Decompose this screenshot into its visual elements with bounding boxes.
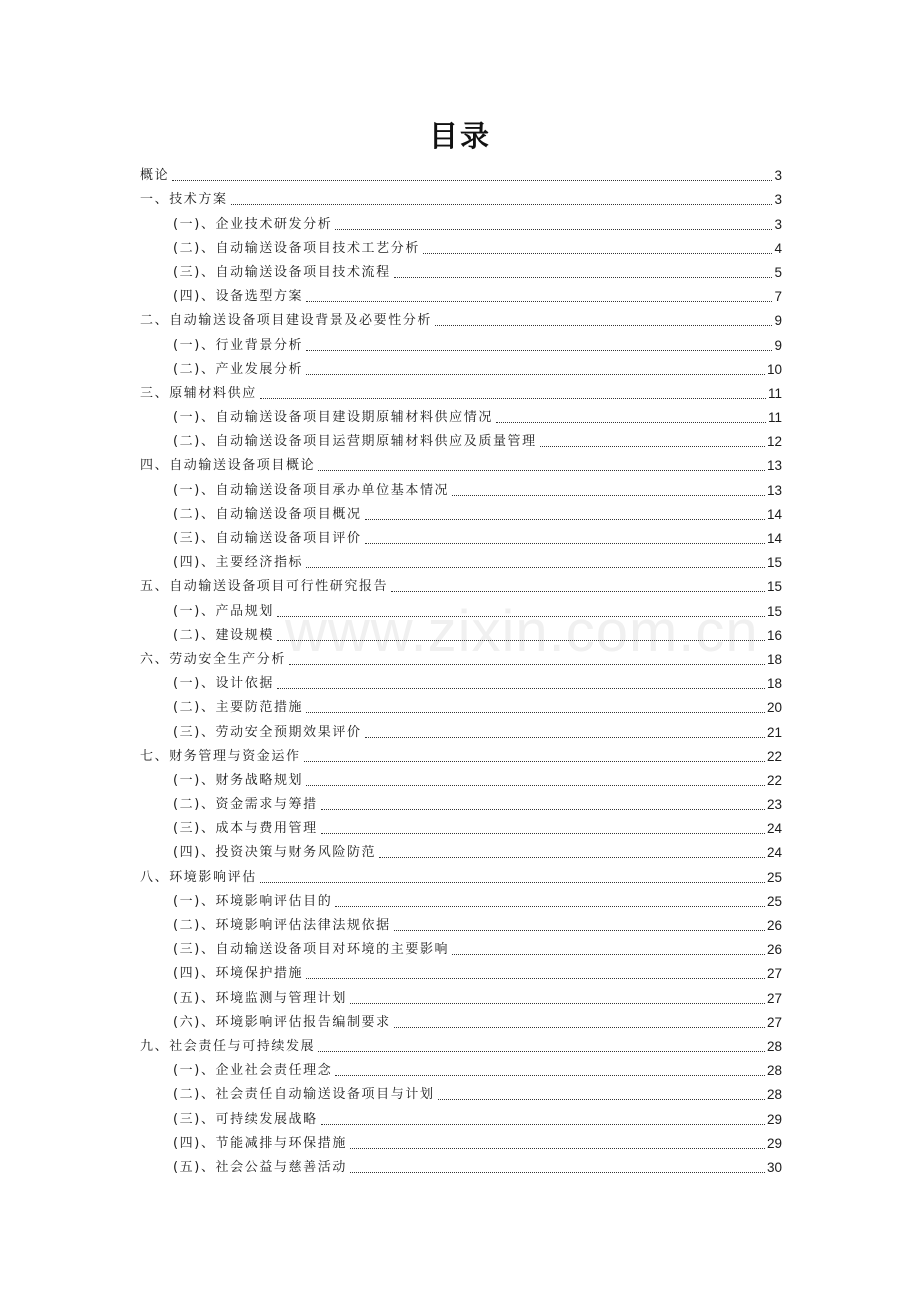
toc-dot-leader (318, 470, 765, 471)
toc-page-number: 30 (766, 1159, 782, 1175)
toc-entry[interactable] (140, 402, 782, 426)
toc-page-number: 29 (766, 1111, 782, 1127)
toc-page-number: 12 (766, 434, 782, 450)
toc-entry[interactable] (140, 765, 782, 789)
toc-page-number: 28 (766, 1087, 782, 1103)
toc-dot-leader (306, 374, 765, 375)
toc-page-number: 25 (766, 893, 782, 909)
toc-entry[interactable] (140, 1152, 782, 1176)
toc-dot-leader (306, 785, 765, 786)
toc-entry[interactable] (140, 595, 782, 619)
toc-entry[interactable] (140, 789, 782, 813)
toc-entry[interactable] (140, 474, 782, 498)
page-title: 目录 (428, 119, 491, 153)
toc-dot-leader (365, 519, 765, 520)
toc-dot-leader (306, 301, 772, 302)
toc-entry[interactable] (140, 934, 782, 958)
toc-entry[interactable] (140, 982, 782, 1006)
toc-entry-label: (三)、成本与费用管理 (173, 821, 318, 837)
toc-page-number: 10 (766, 361, 782, 377)
toc-page-number: 9 (774, 313, 782, 329)
toc-page-number: 25 (766, 869, 782, 885)
toc-page-number: 22 (766, 772, 782, 788)
toc-entry-label: (一)、环境影响评估目的 (173, 893, 333, 909)
toc-dot-leader (540, 446, 765, 447)
toc-dot-leader (391, 591, 765, 592)
toc-entry-label: 二、自动输送设备项目建设背景及必要性分析 (140, 313, 433, 329)
toc-dot-leader (306, 978, 765, 979)
toc-page-number: 13 (766, 458, 782, 474)
toc-page-number: 27 (766, 990, 782, 1006)
toc-entry[interactable] (140, 523, 782, 547)
toc-entry[interactable] (140, 716, 782, 740)
toc-entry[interactable] (140, 886, 782, 910)
toc-entry[interactable] (140, 1103, 782, 1127)
toc-entry[interactable] (140, 741, 782, 765)
toc-page-number: 3 (774, 168, 782, 184)
toc-entry-label: (一)、自动输送设备项目承办单位基本情况 (173, 482, 450, 498)
toc-entry[interactable] (140, 354, 782, 378)
toc-dot-leader (277, 616, 765, 617)
toc-page-number: 14 (766, 531, 782, 546)
toc-page-number: 27 (766, 1014, 782, 1030)
toc-entry-label: (一)、自动输送设备项目建设期原辅材料供应情况 (173, 410, 493, 426)
toc-entry[interactable] (140, 958, 782, 982)
toc-entry[interactable] (140, 305, 782, 329)
toc-entry-label: (三)、自动输送设备项目评价 (173, 531, 362, 546)
toc-entry-label: (三)、劳动安全预期效果评价 (173, 724, 362, 740)
toc-entry-label: (五)、社会公益与慈善活动 (173, 1159, 347, 1175)
toc-entry-label: (六)、环境影响评估报告编制要求 (173, 1014, 391, 1030)
toc-page-number: 28 (766, 1038, 782, 1054)
toc-entry-label: 六、劳动安全生产分析 (140, 651, 287, 667)
toc-page-number: 27 (766, 966, 782, 982)
toc-dot-leader (277, 688, 765, 689)
toc-dot-leader (306, 712, 765, 713)
toc-dot-leader (260, 882, 765, 883)
toc-page-number: 11 (767, 410, 782, 426)
toc-entry-label: 概论 (140, 168, 170, 184)
toc-page-number: 26 (766, 942, 782, 958)
toc-dot-leader (394, 1027, 765, 1028)
toc-entry[interactable] (140, 644, 782, 668)
toc-page-number: 15 (766, 555, 782, 571)
toc-dot-leader (335, 906, 765, 907)
toc-entry[interactable] (140, 861, 782, 885)
toc-entry-label: (一)、行业背景分析 (173, 337, 304, 353)
toc-dot-leader (423, 253, 773, 254)
toc-entry[interactable] (140, 1079, 782, 1103)
toc-dot-leader (379, 857, 765, 858)
toc-dot-leader (321, 1124, 765, 1125)
toc-entry-label: (四)、环境保护措施 (173, 966, 304, 982)
toc-entry-label: (二)、主要防范措施 (173, 700, 304, 716)
toc-dot-leader (365, 737, 765, 738)
toc-page-number: 15 (766, 579, 782, 595)
toc-entry[interactable] (140, 281, 782, 305)
toc-entry[interactable] (140, 499, 782, 523)
toc-dot-leader (350, 1003, 765, 1004)
toc-entry-label: (一)、财务战略规划 (173, 772, 304, 788)
toc-page-number: 24 (766, 845, 782, 861)
toc-page-number: 26 (766, 918, 782, 933)
toc-dot-leader (350, 1172, 765, 1173)
toc-entry[interactable] (140, 571, 782, 595)
toc-entry-label: 一、技术方案 (140, 192, 228, 208)
toc-page-number: 5 (774, 264, 782, 280)
toc-dot-leader (289, 664, 765, 665)
toc-entry-label: (四)、节能减排与环保措施 (173, 1135, 347, 1151)
toc-entry-label: 四、自动输送设备项目概论 (140, 458, 316, 474)
toc-entry-label: (一)、产品规划 (173, 603, 274, 619)
toc-entry[interactable] (140, 184, 782, 208)
toc-page-number: 21 (766, 724, 782, 740)
toc-entry-label: (五)、环境监测与管理计划 (173, 990, 347, 1006)
toc-entry-label: (三)、自动输送设备项目对环境的主要影响 (173, 942, 450, 958)
toc-dot-leader (306, 567, 765, 568)
toc-page-number: 24 (766, 821, 782, 837)
toc-page-number: 18 (766, 651, 782, 667)
toc-entry-label: (二)、自动输送设备项目运营期原辅材料供应及质量管理 (173, 434, 537, 450)
toc-entry[interactable] (140, 620, 782, 644)
toc-entry-label: (二)、自动输送设备项目概况 (173, 506, 362, 522)
toc-entry-label: (一)、企业技术研发分析 (173, 216, 333, 232)
toc-page-number: 3 (774, 192, 782, 208)
toc-entry[interactable] (140, 813, 782, 837)
toc-entry-label: 七、财务管理与资金运作 (140, 748, 301, 764)
toc-entry[interactable] (140, 208, 782, 232)
toc-dot-leader (277, 640, 765, 641)
toc-entry[interactable] (140, 910, 782, 934)
toc-entry-label: 五、自动输送设备项目可行性研究报告 (140, 579, 389, 595)
toc-dot-leader (452, 954, 765, 955)
toc-dot-leader (394, 930, 765, 931)
toc-entry-label: 九、社会责任与可持续发展 (140, 1038, 316, 1054)
toc-entry-label: 八、环境影响评估 (140, 869, 257, 885)
toc-entry-label: (三)、可持续发展战略 (173, 1111, 318, 1127)
toc-page-number: 22 (766, 748, 782, 764)
toc-dot-leader (306, 350, 772, 351)
toc-entry[interactable] (140, 1007, 782, 1031)
toc-entry-label: (二)、产业发展分析 (173, 361, 304, 377)
toc-entry[interactable] (140, 160, 782, 184)
toc-entry[interactable] (140, 692, 782, 716)
toc-entry[interactable] (140, 450, 782, 474)
toc-entry[interactable] (140, 668, 782, 692)
toc-page-number: 16 (766, 627, 782, 643)
toc-dot-leader (321, 809, 765, 810)
toc-entry[interactable] (140, 1128, 782, 1152)
toc-page-number: 28 (766, 1063, 782, 1079)
toc-dot-leader (496, 422, 766, 423)
toc-dot-leader (365, 543, 765, 544)
toc-dot-leader (304, 761, 765, 762)
toc-entry-label: (二)、自动输送设备项目技术工艺分析 (173, 240, 420, 256)
toc-entry[interactable] (140, 426, 782, 450)
toc-entry-label: (二)、建设规模 (173, 627, 274, 643)
toc-page-number: 3 (774, 216, 782, 232)
toc-page-number: 29 (766, 1135, 782, 1151)
toc-entry-label: (一)、企业社会责任理念 (173, 1063, 333, 1079)
toc-dot-leader (438, 1099, 765, 1100)
toc-entry[interactable] (140, 1031, 782, 1055)
toc-page-number: 13 (766, 482, 782, 498)
toc-entry[interactable] (140, 233, 782, 257)
toc-dot-leader (335, 1075, 765, 1076)
toc-page-number: 23 (766, 797, 782, 813)
toc-entry-label: (四)、投资决策与财务风险防范 (173, 845, 377, 861)
toc-dot-leader (260, 398, 766, 399)
toc-page-number: 7 (774, 289, 782, 305)
toc-entry[interactable] (140, 378, 782, 402)
toc-page-number: 18 (766, 676, 782, 692)
toc-page-number: 14 (766, 506, 782, 522)
toc-entry[interactable] (140, 837, 782, 861)
toc-dot-leader (350, 1148, 765, 1149)
toc-page-number: 9 (774, 337, 782, 353)
toc-dot-leader (318, 1051, 765, 1052)
toc-entry-label: (四)、主要经济指标 (173, 555, 304, 571)
toc-entry[interactable] (140, 257, 782, 281)
table-of-contents (140, 160, 782, 1176)
toc-entry-label: 三、原辅材料供应 (140, 385, 257, 401)
toc-dot-leader (452, 495, 765, 496)
watermark: www.zixin.com.cn (285, 599, 759, 664)
toc-dot-leader (172, 180, 772, 181)
toc-page-number: 4 (774, 240, 782, 256)
toc-page-number: 20 (766, 700, 782, 716)
toc-entry-label: (一)、设计依据 (173, 676, 274, 692)
toc-entry-label: (四)、设备选型方案 (173, 289, 304, 305)
toc-entry-label: (二)、资金需求与筹措 (173, 797, 318, 813)
toc-entry[interactable] (140, 329, 782, 353)
toc-entry[interactable] (140, 547, 782, 571)
toc-page-number: 15 (766, 603, 782, 619)
toc-entry-label: (三)、自动输送设备项目技术流程 (173, 264, 391, 280)
toc-dot-leader (435, 325, 772, 326)
toc-page-number: 11 (767, 385, 782, 401)
toc-entry-label: (二)、环境影响评估法律法规依据 (173, 918, 391, 933)
toc-dot-leader (394, 277, 773, 278)
toc-dot-leader (335, 229, 772, 230)
toc-entry-label: (二)、社会责任自动输送设备项目与计划 (173, 1087, 435, 1103)
toc-dot-leader (321, 833, 765, 834)
toc-dot-leader (231, 204, 773, 205)
toc-entry[interactable] (140, 1055, 782, 1079)
